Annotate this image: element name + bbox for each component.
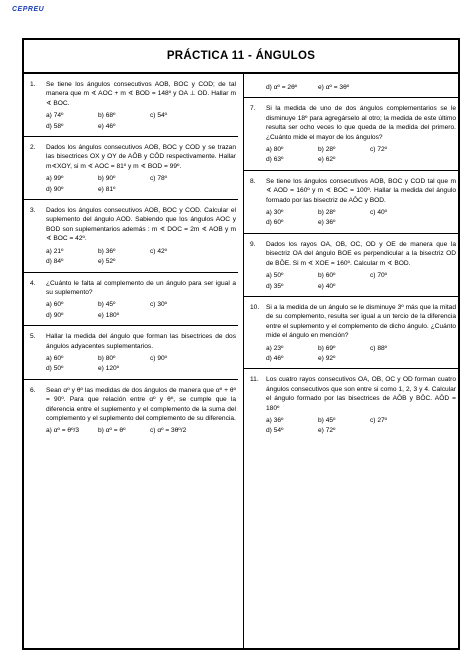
- answer-option: e) 120º: [98, 365, 120, 373]
- problem-number: 6.: [30, 386, 36, 394]
- problem-text: ¿Cuánto le falta al complemento de un ángulo para ser igual a su suplemento?: [46, 279, 236, 296]
- problem-separator: [243, 97, 458, 98]
- problem-item: [250, 240, 456, 291]
- left-column: [30, 80, 236, 439]
- answer-option: a) αº = θº/3: [46, 427, 80, 435]
- answer-options: [266, 145, 456, 165]
- problem-separator: [243, 170, 458, 171]
- answer-option: e) 72º: [318, 427, 336, 435]
- answer-options: [46, 111, 236, 131]
- problem-text: Los cuatro rayos consecutivos OA, OB, OC y OD forman cuatro ángulos consecutivos que son entre si como 1, 2, 3 y 4. Calcular el ángulo formado por las bisectrices de AÔB y BÔC. AÔD = 180º: [266, 376, 456, 412]
- problem-number: 7.: [250, 105, 256, 113]
- answer-option: e) 52º: [98, 258, 116, 266]
- answer-option: a) 80º: [266, 146, 284, 154]
- problem-number: 10.: [250, 303, 260, 311]
- answer-option: c) 78º: [150, 175, 168, 183]
- answer-option: a) 36º: [266, 416, 284, 424]
- answer-option: c) 27º: [370, 416, 388, 424]
- column-divider: [243, 74, 244, 648]
- problem-item: [30, 386, 236, 436]
- problem-separator: [243, 368, 458, 369]
- answer-options: [266, 271, 456, 291]
- problem-number: 2.: [30, 144, 36, 152]
- answer-option: d) 84º: [46, 258, 64, 266]
- problem-number: 1.: [30, 81, 36, 88]
- problem-item: [30, 332, 236, 374]
- page-title: PRÁCTICA 11 - ÁNGULOS: [166, 50, 316, 62]
- answer-option: a) 30º: [266, 209, 284, 217]
- answer-option: b) 28º: [318, 209, 336, 217]
- answer-options: [266, 83, 456, 92]
- answer-option: b) 69º: [318, 344, 336, 352]
- title-divider: [24, 72, 458, 74]
- answer-options: [46, 174, 236, 194]
- answer-option: c) 30º: [150, 301, 168, 309]
- problem-item: [250, 83, 456, 92]
- answer-option: e) 180º: [98, 311, 120, 319]
- answer-options: [266, 344, 456, 364]
- answer-option: d) 50º: [46, 365, 64, 373]
- answer-option: b) 45º: [318, 416, 336, 424]
- answer-option: b) 80º: [98, 354, 116, 362]
- answer-option: d) αº = 2θº: [266, 84, 298, 91]
- answer-option: c) 42º: [150, 247, 168, 255]
- problem-text: Hallar la medida del ángulo que forman las bisectrices de dos ángulos adyacentes suplementarios.: [46, 333, 236, 350]
- answer-option: e) 40º: [318, 282, 336, 290]
- answer-options: [46, 247, 236, 267]
- problem-text: Se tiene los ángulos consecutivos AOB, BOC y COD; de tal manera que m ∢ AOC + m ∢ BOD = 148º y OA ⊥ OD. Hallar m ∢ BOC.: [46, 81, 236, 107]
- answer-option: a) 23º: [266, 344, 284, 352]
- problem-item: [250, 104, 456, 164]
- answer-options: [266, 208, 456, 228]
- problem-text: Dados los rayos OA, OB, OC, OD y OE de manera que la bisectriz OA del ángulo BOE es perpendicular a la bisectriz OD de BÔE. Si m ∢ XOE = 160º. Calcular m ∢ BOD.: [266, 240, 456, 267]
- answer-option: c) 54º: [150, 112, 168, 120]
- answer-option: a) 74º: [46, 112, 64, 120]
- answer-options: [46, 426, 236, 435]
- problem-text: Dados los ángulos consecutivos AOB, BOC y COD y se trazan las bisectrices OX y OY de AÔB y CÔD respectivamente. Hallar m∢XOY, si m ∢ AOC = 81º y m ∢ BOD = 99º.: [46, 144, 236, 170]
- answer-option: d) 54º: [266, 427, 284, 435]
- answer-option: b) 28º: [318, 146, 336, 154]
- problem-item: [30, 206, 236, 266]
- answer-option: b) 36º: [98, 247, 116, 255]
- problem-number: 8.: [250, 177, 256, 185]
- answer-options: [266, 416, 456, 436]
- problem-separator: [24, 199, 238, 200]
- answer-option: c) αº = 3θº/2: [150, 427, 187, 435]
- problem-text: Se tiene los ángulos consecutivos AOB, BOC y COD tal que m ∢ AOD = 160º y m ∢ BOC = 100º. Hallar la medida del ángulo formado por las bisectriz de AÔC y BOD.: [266, 177, 456, 204]
- problem-separator: [243, 296, 458, 297]
- problem-text: Sean αº y θº las medidas de dos ángulos de manera que αº + θº = 90º. Para que relación entre αº y θº, se cumple que la diferencia entre el suplemento y el complemento de la suma del complemento y el suplemento del complemento de su diferencia.: [46, 386, 236, 422]
- answer-option: a) 60º: [46, 301, 64, 309]
- problem-number: 9.: [250, 240, 256, 248]
- problem-item: [30, 279, 236, 321]
- answer-option: e) αº = 3θº: [318, 84, 350, 91]
- answer-option: c) 40º: [370, 209, 388, 217]
- problem-separator: [24, 272, 238, 273]
- problem-item: [250, 375, 456, 435]
- problem-separator: [24, 136, 238, 137]
- answer-option: d) 35º: [266, 282, 284, 290]
- answer-option: d) 46º: [266, 354, 284, 362]
- answer-option: a) 99º: [46, 175, 64, 183]
- answer-option: c) 72º: [370, 146, 388, 154]
- problem-number: 4.: [30, 279, 36, 287]
- problem-separator: [24, 325, 238, 326]
- problem-item: [30, 143, 236, 194]
- answer-option: e) 81º: [98, 185, 116, 193]
- problem-number: 3.: [30, 207, 36, 215]
- answer-option: c) 70º: [370, 272, 388, 280]
- problem-number: 11.: [250, 376, 259, 384]
- answer-options: [46, 354, 236, 374]
- problem-item: [30, 80, 236, 131]
- answer-option: d) 63º: [266, 156, 284, 164]
- problem-item: [250, 177, 456, 228]
- answer-option: b) 90º: [98, 175, 116, 183]
- answer-option: d) 90º: [46, 311, 64, 319]
- answer-option: b) αº = θº: [98, 427, 126, 435]
- right-column: [250, 80, 456, 439]
- answer-option: a) 21º: [46, 247, 64, 255]
- answer-option: c) 90º: [150, 354, 168, 362]
- answer-option: a) 60º: [46, 354, 64, 362]
- answer-option: e) 92º: [318, 354, 336, 362]
- answer-option: b) 60º: [318, 272, 336, 280]
- problem-number: 5.: [30, 333, 36, 341]
- answer-option: b) 45º: [98, 301, 116, 309]
- header-brand: CEPREU: [12, 6, 45, 13]
- answer-options: [46, 300, 236, 320]
- answer-option: b) 68º: [98, 112, 116, 120]
- worksheet-frame: [22, 38, 460, 650]
- problem-item: [250, 303, 456, 363]
- problem-separator: [243, 233, 458, 234]
- answer-option: d) 90º: [46, 185, 64, 193]
- problem-text: Si a la medida de un ángulo se le disminuye 3º más que la mitad de su complemento, resulta ser igual a un tercio de la diferencia entre el suplemento y el complemento de dicho ángulo. ¿Cuánto mide el ángulo en mención?: [266, 303, 456, 340]
- answer-option: d) 60º: [266, 219, 284, 227]
- answer-option: d) 58º: [46, 122, 64, 130]
- problem-separator: [24, 379, 238, 380]
- answer-option: c) 88º: [370, 344, 388, 352]
- problem-text: Dados los ángulos consecutivos AOB, BOC y COD. Calcular el suplemento del ángulo AOD. Sabiendo que los ángulos AOC y BOD son suplementarios además : m ∢ DOC = 2m ∢ AOB y m ∢ BOC = 42º.: [46, 207, 236, 243]
- answer-option: a) 50º: [266, 272, 284, 280]
- problem-text: Si la medida de uno de dos ángulos complementarios se le disminuye 18º para agregárselo al otro; la medida de este último resulta ser ocho veces lo que queda de la medida del primero. ¿Cuánto mide el mayor de los ángulos?: [266, 105, 456, 141]
- answer-option: e) 62º: [318, 156, 336, 164]
- answer-option: e) 36º: [318, 219, 336, 227]
- answer-option: e) 46º: [98, 122, 116, 130]
